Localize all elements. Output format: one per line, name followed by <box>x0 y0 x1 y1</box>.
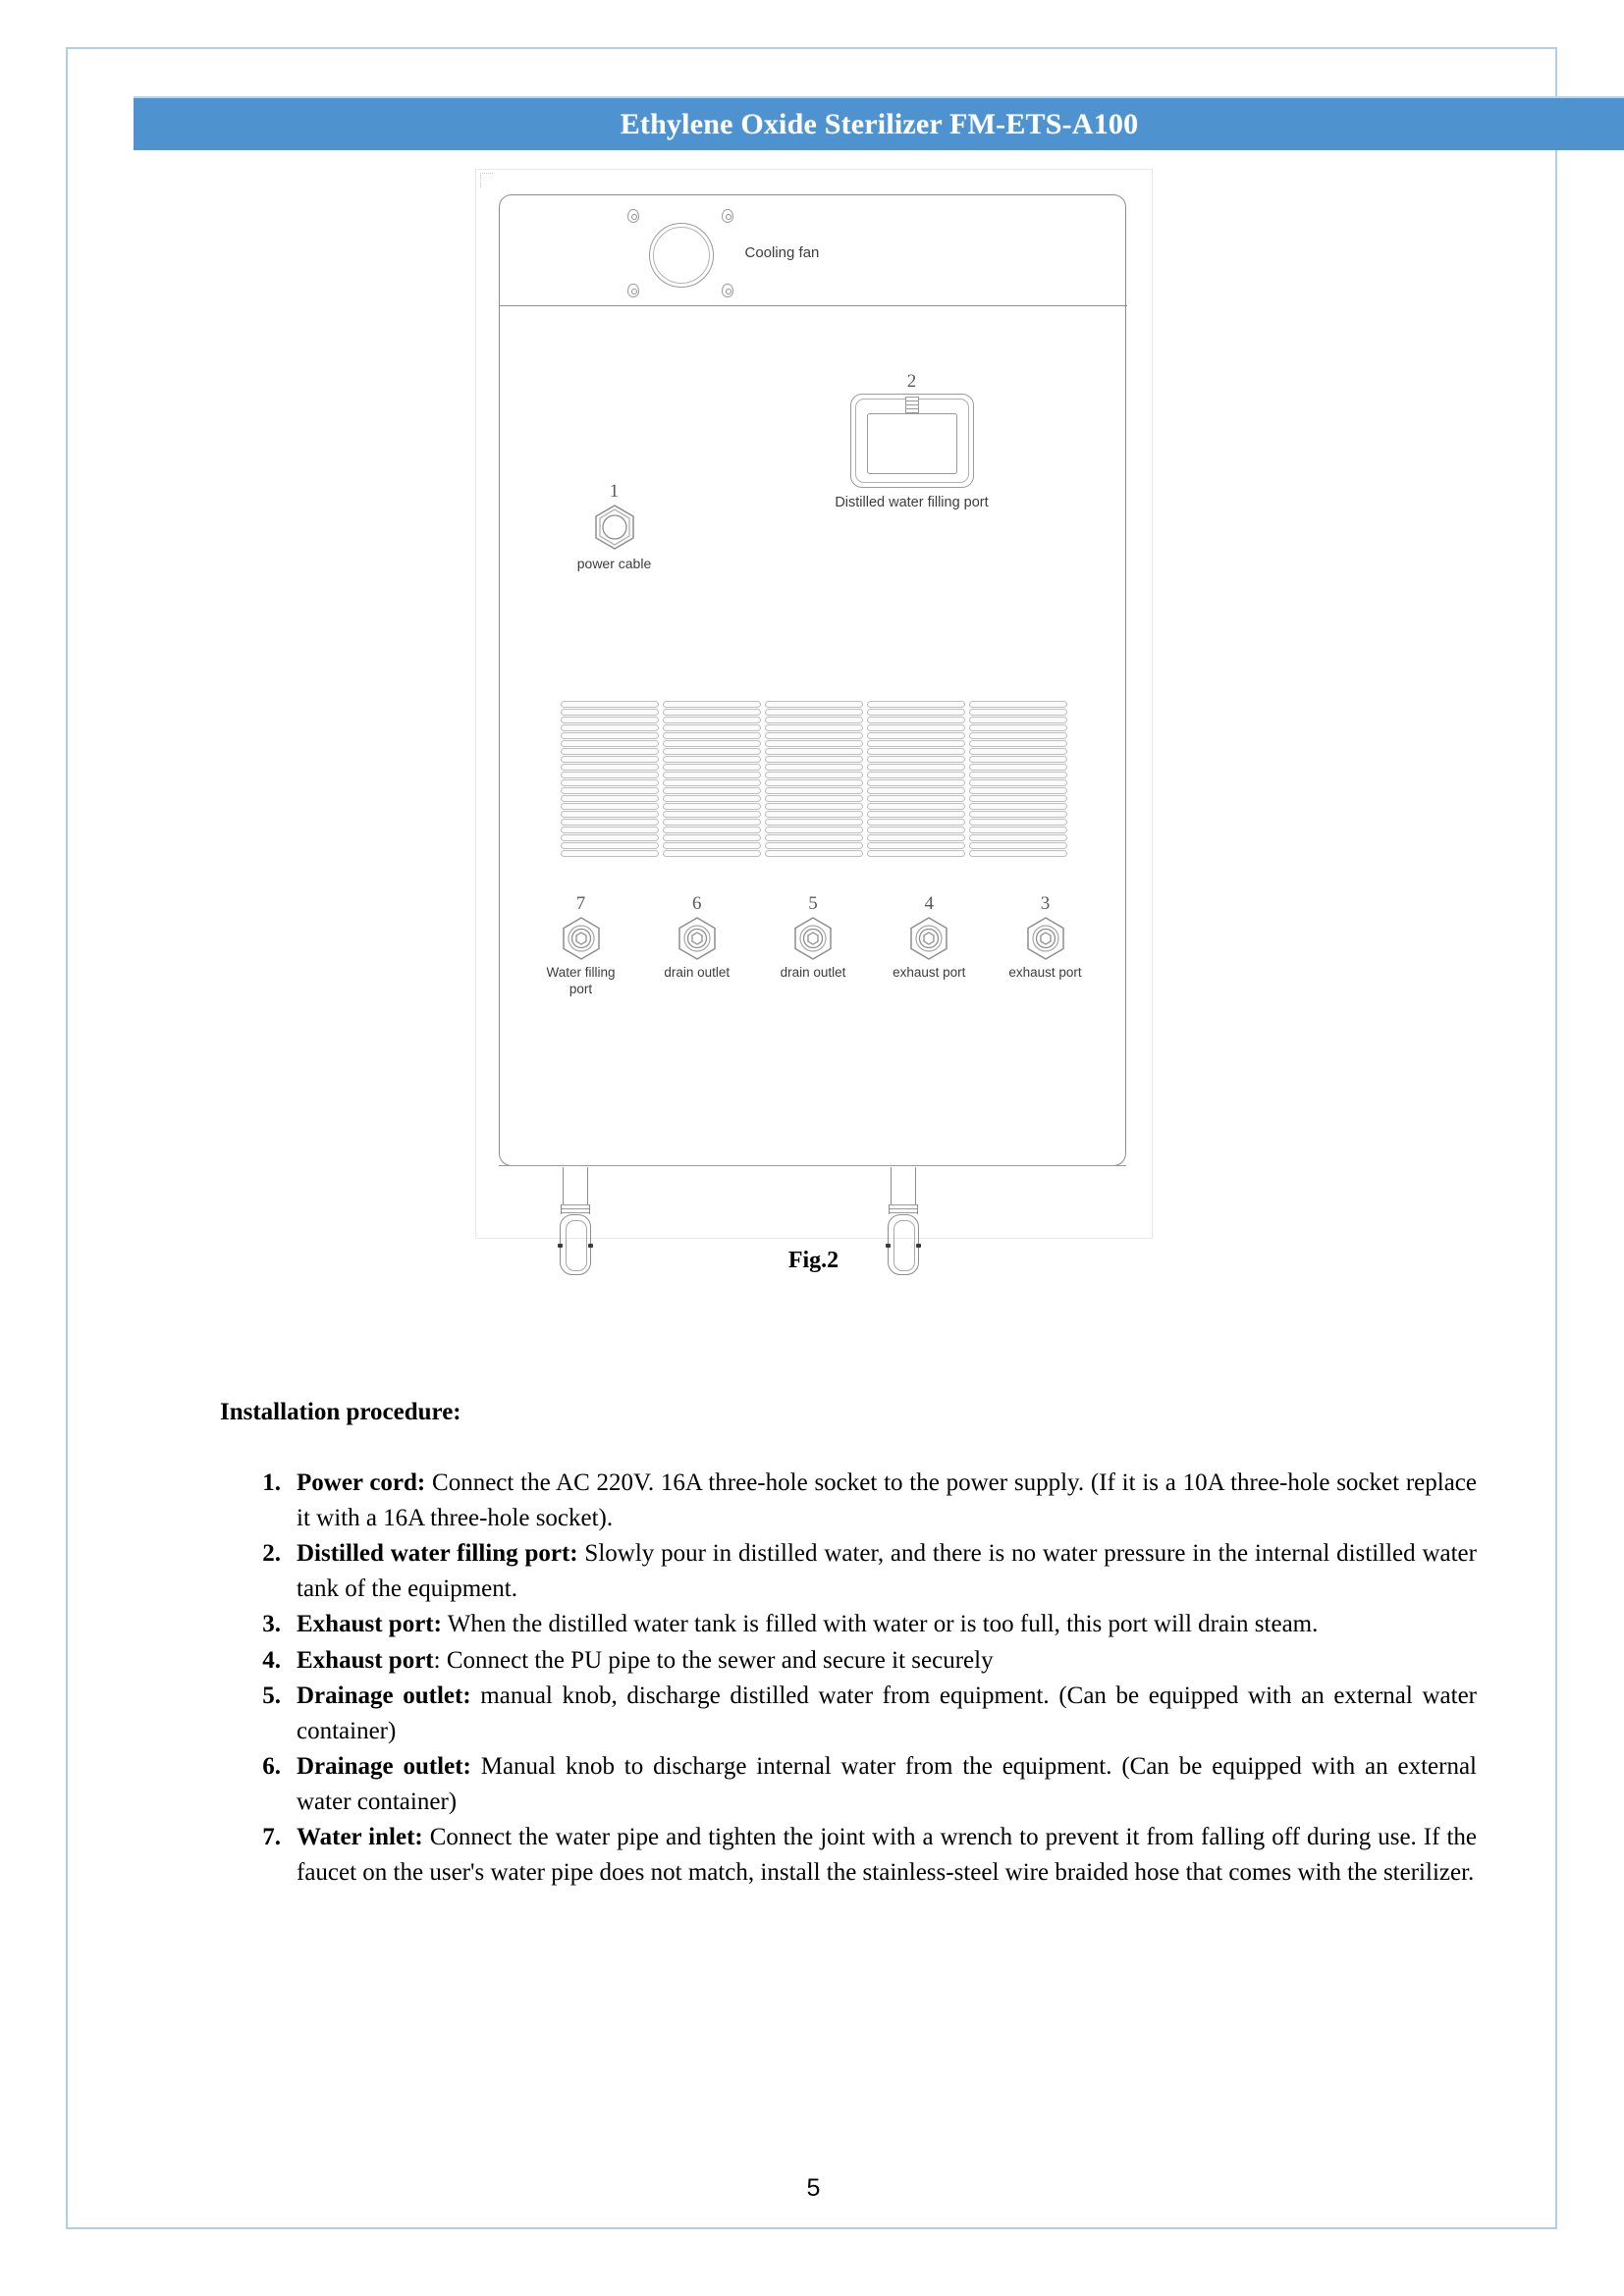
grille-slot <box>765 842 863 849</box>
distilled-water-filling-port-icon <box>850 394 974 488</box>
grille-slot <box>765 709 863 716</box>
callout-number: 3 <box>1040 893 1051 914</box>
callout-number: 2 <box>906 371 917 392</box>
grille-slot <box>561 819 659 826</box>
port-callout <box>759 894 867 998</box>
grille-slot <box>969 772 1067 778</box>
procedure-item <box>240 1749 1477 1819</box>
caster-wheel-icon <box>888 1214 919 1275</box>
procedure-item <box>240 1643 1477 1679</box>
hex-port-icon <box>908 916 949 961</box>
fan-screw-icon <box>722 284 733 297</box>
grille-slot <box>867 787 965 794</box>
hex-port-icon <box>792 916 834 961</box>
page-title: Ethylene Oxide Sterilizer FM-ETS-A100 <box>620 107 1139 140</box>
distilled-water-filling-port-label: Distilled water filling port <box>835 495 989 510</box>
procedure-item-term: Drainage outlet: <box>297 1682 471 1709</box>
grille-slot <box>867 701 965 708</box>
grille-slot <box>663 850 761 857</box>
grille-slot <box>969 795 1067 802</box>
port-label: drain outlet <box>664 965 731 980</box>
procedure-heading: Installation procedure: <box>220 1399 461 1425</box>
grille-slot <box>663 717 761 723</box>
port-label: exhaust port <box>893 965 966 980</box>
grille-slot <box>561 842 659 849</box>
grille-slot <box>561 803 659 810</box>
fan-screw-icon <box>627 284 639 297</box>
power-cable-connector-icon <box>593 504 636 551</box>
grille-slot <box>663 811 761 818</box>
grille-slot <box>663 834 761 841</box>
installation-procedure-section <box>68 1399 1559 1891</box>
procedure-item <box>240 1466 1477 1535</box>
callout-distilled-water-filling-port <box>794 372 1030 510</box>
hex-port-icon <box>677 916 718 961</box>
grille-slot <box>867 795 965 802</box>
grille-row <box>561 787 1067 794</box>
page-frame <box>66 47 1557 2229</box>
grille-row <box>561 811 1067 818</box>
grille-slot <box>969 811 1067 818</box>
cooling-fan-label: Cooling fan <box>744 244 820 261</box>
procedure-item-text: manual knob, discharge distilled water from equipment. (Can be equipped with an external water container) <box>297 1682 1477 1744</box>
caster-wheel-icon <box>560 1214 591 1275</box>
grille-slot <box>561 811 659 818</box>
grille-slot <box>867 834 965 841</box>
procedure-item-term: Exhaust port <box>297 1646 434 1674</box>
grille-slot <box>867 764 965 771</box>
hex-port-icon <box>1025 916 1066 961</box>
grille-slot <box>561 764 659 771</box>
port-callout <box>992 894 1100 998</box>
procedure-item-marker: 6. <box>262 1753 281 1780</box>
grille-slot <box>867 740 965 747</box>
procedure-item-term: Water inlet: <box>297 1824 423 1850</box>
grille-slot <box>969 740 1067 747</box>
procedure-item-text: Connect the water pipe and tighten the joint with a wrench to prevent it from falling off during use. If the faucet on the user's water pipe does not match, install the stainless-steel wire braided hose that comes with the sterilizer. <box>297 1824 1477 1886</box>
grille-slot <box>663 803 761 810</box>
grille-slot <box>867 709 965 716</box>
grille-slot <box>765 732 863 739</box>
grille-slot <box>561 779 659 786</box>
grille-slot <box>663 709 761 716</box>
grille-slot <box>969 764 1067 771</box>
grille-row <box>561 717 1067 723</box>
grille-row <box>561 740 1067 747</box>
grille-slot <box>663 842 761 849</box>
cabinet-outline <box>499 194 1126 1166</box>
grille-row <box>561 850 1067 857</box>
grille-slot <box>765 756 863 763</box>
procedure-item <box>240 1679 1477 1748</box>
cooling-fan-icon <box>649 223 714 288</box>
caster-stem <box>891 1167 916 1204</box>
grille-slot <box>765 701 863 708</box>
ventilation-grille <box>561 701 1067 863</box>
procedure-item-marker: 4. <box>262 1646 281 1674</box>
grille-slot <box>765 795 863 802</box>
grille-slot <box>561 724 659 731</box>
grille-slot <box>867 748 965 755</box>
grille-slot <box>765 834 863 841</box>
grille-slot <box>765 850 863 857</box>
grille-slot <box>969 779 1067 786</box>
port-label: Water filling port <box>546 965 616 996</box>
grille-slot <box>969 819 1067 826</box>
grille-slot <box>561 795 659 802</box>
caster-axle <box>886 1244 891 1248</box>
callout-number: 6 <box>692 893 702 914</box>
grille-row <box>561 732 1067 739</box>
grille-row <box>561 842 1067 849</box>
grille-slot <box>969 827 1067 833</box>
grille-slot <box>969 803 1067 810</box>
grille-row <box>561 748 1067 755</box>
caster-axle <box>588 1244 593 1248</box>
caster-axle <box>558 1244 563 1248</box>
grille-slot <box>765 779 863 786</box>
grille-slot <box>765 787 863 794</box>
grille-slot <box>867 779 965 786</box>
grille-slot <box>867 772 965 778</box>
cabinet-top-panel-divider <box>500 305 1127 306</box>
grille-slot <box>969 850 1067 857</box>
grille-slot <box>765 724 863 731</box>
port-callout <box>875 894 983 998</box>
grille-slot <box>867 732 965 739</box>
grille-slot <box>561 740 659 747</box>
figure-caption: Fig.2 <box>787 1248 839 1273</box>
grille-slot <box>561 850 659 857</box>
port-label: exhaust port <box>1008 965 1082 980</box>
procedure-item-text: When the distilled water tank is filled with water or is too full, this port will drain steam. <box>441 1611 1319 1637</box>
document-header-banner <box>134 96 1624 150</box>
grille-slot <box>663 795 761 802</box>
grille-slot <box>969 756 1067 763</box>
callout-power-cable <box>551 482 678 571</box>
procedure-item-text: Slowly pour in distilled water, and there is no water pressure in the internal distilled water tank of the equipment. <box>297 1540 1477 1602</box>
power-cable-label: power cable <box>576 556 652 571</box>
grille-row <box>561 834 1067 841</box>
callout-number: 1 <box>609 481 620 502</box>
caster-axle <box>916 1244 921 1248</box>
grille-row <box>561 701 1067 708</box>
page-number: 5 <box>806 2174 821 2202</box>
grille-slot <box>663 772 761 778</box>
grille-slot <box>663 756 761 763</box>
procedure-item-term: Distilled water filling port: <box>297 1540 578 1567</box>
grille-slot <box>561 756 659 763</box>
callout-number: 5 <box>808 893 818 914</box>
grille-slot <box>663 764 761 771</box>
grille-slot <box>969 834 1067 841</box>
grille-row <box>561 756 1067 763</box>
grille-slot <box>561 834 659 841</box>
grille-slot <box>969 787 1067 794</box>
grille-slot <box>561 709 659 716</box>
grille-slot <box>765 764 863 771</box>
grille-slot <box>765 740 863 747</box>
grille-slot <box>663 740 761 747</box>
bottom-ports-row <box>527 894 1100 998</box>
procedure-item-term: Power cord: <box>297 1469 426 1496</box>
grille-slot <box>969 717 1067 723</box>
callout-number: 7 <box>575 893 586 914</box>
grille-slot <box>561 772 659 778</box>
callout-number: 4 <box>924 893 934 914</box>
caster-collar <box>889 1204 918 1214</box>
grille-slot <box>561 717 659 723</box>
grille-row <box>561 724 1067 731</box>
grille-slot <box>765 717 863 723</box>
procedure-list <box>240 1466 1477 1890</box>
grille-slot <box>969 701 1067 708</box>
grille-slot <box>867 724 965 731</box>
procedure-item-text: Connect the AC 220V. 16A three-hole socket to the power supply. (If it is a 10A three-hole socket replace it with a 16A three-hole socket). <box>297 1469 1477 1531</box>
procedure-item-text: : Connect the PU pipe to the sewer and secure it securely <box>433 1646 994 1674</box>
port-callout <box>527 894 635 998</box>
port-callout <box>643 894 751 998</box>
caster-stem <box>563 1167 588 1204</box>
grille-slot <box>765 772 863 778</box>
grille-slot <box>663 748 761 755</box>
grille-slot <box>867 819 965 826</box>
procedure-item <box>240 1536 1477 1606</box>
grille-slot <box>867 803 965 810</box>
grille-slot <box>663 787 761 794</box>
grille-slot <box>663 701 761 708</box>
grille-slot <box>765 819 863 826</box>
grille-slot <box>765 811 863 818</box>
grille-slot <box>765 748 863 755</box>
grille-slot <box>867 842 965 849</box>
grille-slot <box>663 819 761 826</box>
grille-slot <box>765 803 863 810</box>
water-port-panel <box>867 413 957 474</box>
caster-wheel-left <box>555 1167 596 1277</box>
image-corner-marker <box>480 173 493 187</box>
grille-slot <box>867 756 965 763</box>
hex-nut-shape <box>593 504 636 551</box>
grille-slot <box>867 850 965 857</box>
grille-slot <box>561 701 659 708</box>
grille-row <box>561 779 1067 786</box>
fan-screw-icon <box>627 209 639 223</box>
port-label: drain outlet <box>780 965 846 980</box>
grille-row <box>561 819 1067 826</box>
grille-slot <box>867 717 965 723</box>
grille-slot <box>969 732 1067 739</box>
grille-row <box>561 803 1067 810</box>
grille-slot <box>561 748 659 755</box>
cabinet-base-line <box>499 1165 1126 1166</box>
caster-wheel-right <box>883 1167 924 1277</box>
grille-slot <box>969 842 1067 849</box>
grille-slot <box>561 732 659 739</box>
cooling-fan-group <box>627 209 820 299</box>
grille-slot <box>765 827 863 833</box>
procedure-item-text: Manual knob to discharge internal water from the equipment. (Can be equipped with an external water container) <box>297 1753 1477 1815</box>
procedure-item-marker: 7. <box>262 1824 281 1850</box>
sterilizer-rear-panel-diagram <box>475 169 1153 1239</box>
hex-port-icon <box>561 916 602 961</box>
caster-collar <box>561 1204 590 1214</box>
grille-slot <box>561 827 659 833</box>
fan-screw-icon <box>722 209 733 223</box>
grille-slot <box>561 787 659 794</box>
figure-2-block <box>68 169 1559 1274</box>
grille-slot <box>663 827 761 833</box>
procedure-item-marker: 3. <box>262 1611 281 1637</box>
grille-slot <box>663 779 761 786</box>
grille-slot <box>969 724 1067 731</box>
grille-row <box>561 772 1067 778</box>
grille-row <box>561 709 1067 716</box>
procedure-item <box>240 1607 1477 1642</box>
grille-slot <box>969 709 1067 716</box>
grille-row <box>561 795 1067 802</box>
procedure-item-term: Exhaust port: <box>297 1611 442 1637</box>
procedure-item-marker: 2. <box>262 1540 281 1567</box>
procedure-item-term: Drainage outlet: <box>297 1753 471 1780</box>
grille-slot <box>969 748 1067 755</box>
grille-slot <box>867 811 965 818</box>
grille-slot <box>867 827 965 833</box>
procedure-item-marker: 1. <box>262 1469 281 1496</box>
grille-slot <box>663 724 761 731</box>
grille-slot <box>663 732 761 739</box>
grille-row <box>561 827 1067 833</box>
procedure-item <box>240 1820 1477 1890</box>
procedure-item-marker: 5. <box>262 1682 281 1709</box>
grille-row <box>561 764 1067 771</box>
